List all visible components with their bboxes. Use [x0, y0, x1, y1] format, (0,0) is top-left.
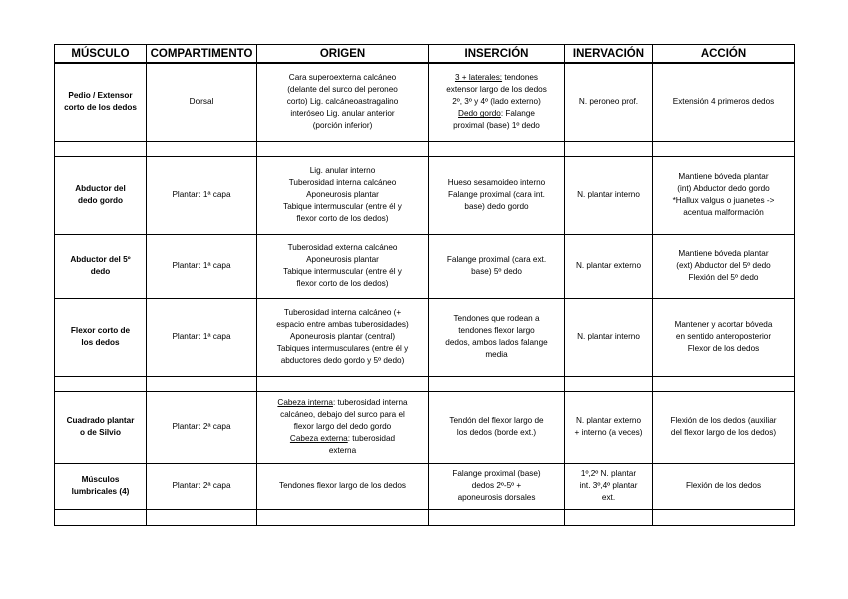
- innervation-line: N. plantar externo: [575, 261, 642, 270]
- insertion-line: base) dedo gordo: [464, 202, 529, 211]
- insertion-line: 2º, 3º y 4º (lado externo): [452, 97, 541, 107]
- innervation-line: N. plantar interno: [577, 332, 640, 341]
- origin-cell: [257, 156, 429, 234]
- action-line: Flexor de los dedos: [687, 344, 760, 353]
- action-line: (ext) Abductor del 5º dedo: [676, 261, 771, 270]
- muscle-name-line: dedo gordo: [77, 196, 124, 205]
- insertion-cell: [429, 63, 565, 141]
- action-line: Mantiene bóveda plantar: [678, 172, 769, 181]
- origin-line: flexor corto de los dedos): [296, 279, 389, 288]
- compartment-cell: Plantar: 1ª capa: [147, 156, 257, 234]
- muscle-name-line: o de Silvio: [80, 428, 121, 437]
- table-row: [55, 298, 795, 376]
- insertion-line: los dedos (borde ext.): [456, 428, 537, 437]
- muscle-name-line: Cuadrado plantar: [66, 416, 135, 425]
- table-row: [55, 63, 795, 141]
- innervation-line: 1º,2º N. plantar: [580, 469, 637, 478]
- header-compartimento: COMPARTIMENTO: [147, 45, 257, 64]
- header-origen: ORIGEN: [257, 45, 429, 64]
- action-line: Flexión de los dedos (auxiliar: [670, 416, 777, 425]
- muscle-name-line: Flexor corto de: [70, 326, 131, 335]
- compartment-cell: Plantar: 1ª capa: [147, 298, 257, 376]
- table-row: [55, 156, 795, 234]
- origin-line: (delante del surco del peroneo: [287, 85, 398, 95]
- table-row: [55, 234, 795, 298]
- origin-line: Tabique intermuscular (entre él y: [283, 202, 402, 211]
- header-musculo: MÚSCULO: [55, 45, 147, 64]
- muscle-name: [55, 156, 147, 234]
- insertion-line: Falange proximal (cara int.: [448, 190, 545, 199]
- insertion-line: extensor largo de los dedos: [446, 85, 547, 95]
- origin-cell: [257, 463, 429, 509]
- insertion-line: Falange proximal (cara ext.: [446, 255, 547, 264]
- insertion-gordo-text: : Falange: [500, 109, 535, 119]
- compartment-cell: Plantar: 2ª capa: [147, 391, 257, 463]
- origin-line: externa: [328, 446, 357, 455]
- origin-line: Lig. anular interno: [309, 166, 376, 175]
- muscle-name-line: Abductor del 5º: [70, 255, 131, 264]
- action-line: Mantener y acortar bóveda: [674, 320, 773, 329]
- action-cell: [653, 463, 795, 509]
- innervation-line: N. plantar interno: [577, 190, 640, 199]
- action-line: (int) Abductor dedo gordo: [677, 184, 770, 193]
- origin-line: [260, 397, 425, 409]
- table-row: [55, 391, 795, 463]
- insertion-line: base) 5º dedo: [471, 267, 522, 276]
- origin-externa-label: Cabeza externa: [289, 434, 348, 443]
- origin-line: Tuberosidad externa calcáneo: [287, 243, 398, 252]
- origin-line: flexor corto de los dedos): [296, 214, 389, 223]
- header-inervacion: INERVACIÓN: [565, 45, 653, 64]
- insertion-cell: [429, 463, 565, 509]
- compartment-cell: Plantar: 2ª capa: [147, 463, 257, 509]
- origin-line: (porción inferior): [312, 121, 373, 131]
- action-line: *Hallux valgus o juanetes ->: [672, 196, 775, 205]
- origin-line: calcáneo, debajo del surco para el: [280, 410, 405, 419]
- origin-line: Tabiques intermusculares (entre él y: [276, 344, 409, 353]
- origin-line: Tendones flexor largo de los dedos: [279, 481, 406, 490]
- insertion-cell: [429, 298, 565, 376]
- insertion-line: Hueso sesamoideo interno: [447, 178, 546, 187]
- insertion-line: [432, 72, 561, 84]
- insertion-line: tendones flexor largo: [458, 326, 535, 335]
- action-line: Flexión del 5º dedo: [688, 273, 759, 282]
- insertion-cell: [429, 156, 565, 234]
- innervation-cell: [565, 234, 653, 298]
- muscle-name-line: dedo: [90, 267, 111, 276]
- origin-externa-text: : tuberosidad: [347, 434, 396, 443]
- muscle-name-line: lumbricales (4): [71, 487, 130, 496]
- innervation-cell: [565, 298, 653, 376]
- compartment-cell: Dorsal: [147, 63, 257, 141]
- origin-line: flexor largo del dedo gordo: [293, 422, 392, 431]
- header-accion: ACCIÓN: [653, 45, 795, 64]
- innervation-line: N. plantar externo: [575, 416, 642, 425]
- origin-line: [260, 433, 425, 445]
- insertion-line: Tendón del flexor largo de: [449, 416, 544, 425]
- origin-line: Aponeurosis plantar: [306, 255, 379, 264]
- innervation-line: ext.: [601, 493, 616, 502]
- muscle-name-line: Músculos: [81, 475, 120, 484]
- muscle-name: [55, 463, 147, 509]
- table-row: [55, 463, 795, 509]
- origin-cell: [257, 298, 429, 376]
- muscle-name-line: corto de los dedos: [64, 103, 137, 113]
- origin-line: corto) Lig. calcáneoastragalino: [286, 97, 399, 107]
- insertion-line: media: [485, 350, 508, 359]
- action-cell: [653, 156, 795, 234]
- insertion-lateral-label: 3 + laterales:: [454, 73, 503, 83]
- origin-interna-label: Cabeza interna: [277, 398, 333, 407]
- muscle-name: [55, 234, 147, 298]
- insertion-line: Falange proximal (base): [452, 469, 541, 478]
- header-insercion: INSERCIÓN: [429, 45, 565, 64]
- innervation-line: + interno (a veces): [574, 428, 643, 437]
- muscle-name: [55, 63, 147, 141]
- action-line: Extensión 4 primeros dedos: [672, 97, 775, 107]
- header-row: [55, 45, 795, 64]
- insertion-line: [432, 108, 561, 120]
- muscle-name-line: Pedio / Extensor: [68, 91, 133, 101]
- action-line: Mantiene bóveda plantar: [678, 249, 769, 258]
- muscle-table: [54, 44, 795, 526]
- muscle-name: [55, 391, 147, 463]
- action-line: en sentido anteroposterior: [675, 332, 772, 341]
- spacer-row: [55, 141, 795, 156]
- action-line: del flexor largo de los dedos): [670, 428, 777, 437]
- origin-line: Aponeurosis plantar (central): [289, 332, 396, 341]
- origin-cell: [257, 391, 429, 463]
- insertion-line: dedos, ambos lados falange: [445, 338, 548, 347]
- insertion-line: Tendones que rodean a: [453, 314, 540, 323]
- action-line: Flexión de los dedos: [685, 481, 762, 490]
- compartment-cell: Plantar: 1ª capa: [147, 234, 257, 298]
- action-cell: [653, 391, 795, 463]
- origin-line: Tabique intermuscular (entre él y: [283, 267, 402, 276]
- insertion-cell: [429, 234, 565, 298]
- muscle-name-line: los dedos: [81, 338, 120, 347]
- insertion-cell: [429, 391, 565, 463]
- innervation-cell: [565, 156, 653, 234]
- insertion-lateral-text: tendones: [502, 73, 539, 83]
- muscle-name-line: Abductor del: [75, 184, 126, 193]
- action-cell: [653, 63, 795, 141]
- origin-line: espacio entre ambas tuberosidades): [276, 320, 409, 329]
- muscle-name: [55, 298, 147, 376]
- action-cell: [653, 234, 795, 298]
- origin-line: Aponeurosis plantar: [306, 190, 379, 199]
- origin-cell: [257, 63, 429, 141]
- insertion-line: aponeurosis dorsales: [457, 493, 536, 502]
- innervation-cell: N. peroneo prof.: [565, 63, 653, 141]
- spacer-row: [55, 509, 795, 525]
- action-line: acentua malformación: [683, 208, 764, 217]
- origin-interna-text: : tuberosidad interna: [332, 398, 408, 407]
- origin-cell: [257, 234, 429, 298]
- insertion-line: dedos 2º-5º +: [471, 481, 522, 490]
- origin-line: abductores dedo gordo y 5º dedo): [280, 356, 405, 365]
- origin-line: Cara superoexterna calcáneo: [288, 73, 397, 83]
- origin-line: interóseo Lig. anular anterior: [290, 109, 395, 119]
- insertion-line: proximal (base) 1º dedo: [453, 121, 540, 131]
- origin-line: Tuberosidad interna calcáneo: [288, 178, 397, 187]
- innervation-cell: [565, 391, 653, 463]
- spacer-row: [55, 376, 795, 391]
- innervation-line: int. 3º,4º plantar: [579, 481, 638, 490]
- origin-line: Tuberosidad interna calcáneo (+: [283, 308, 402, 317]
- action-cell: [653, 298, 795, 376]
- innervation-cell: [565, 463, 653, 509]
- insertion-gordo-label: Dedo gordo: [458, 109, 501, 119]
